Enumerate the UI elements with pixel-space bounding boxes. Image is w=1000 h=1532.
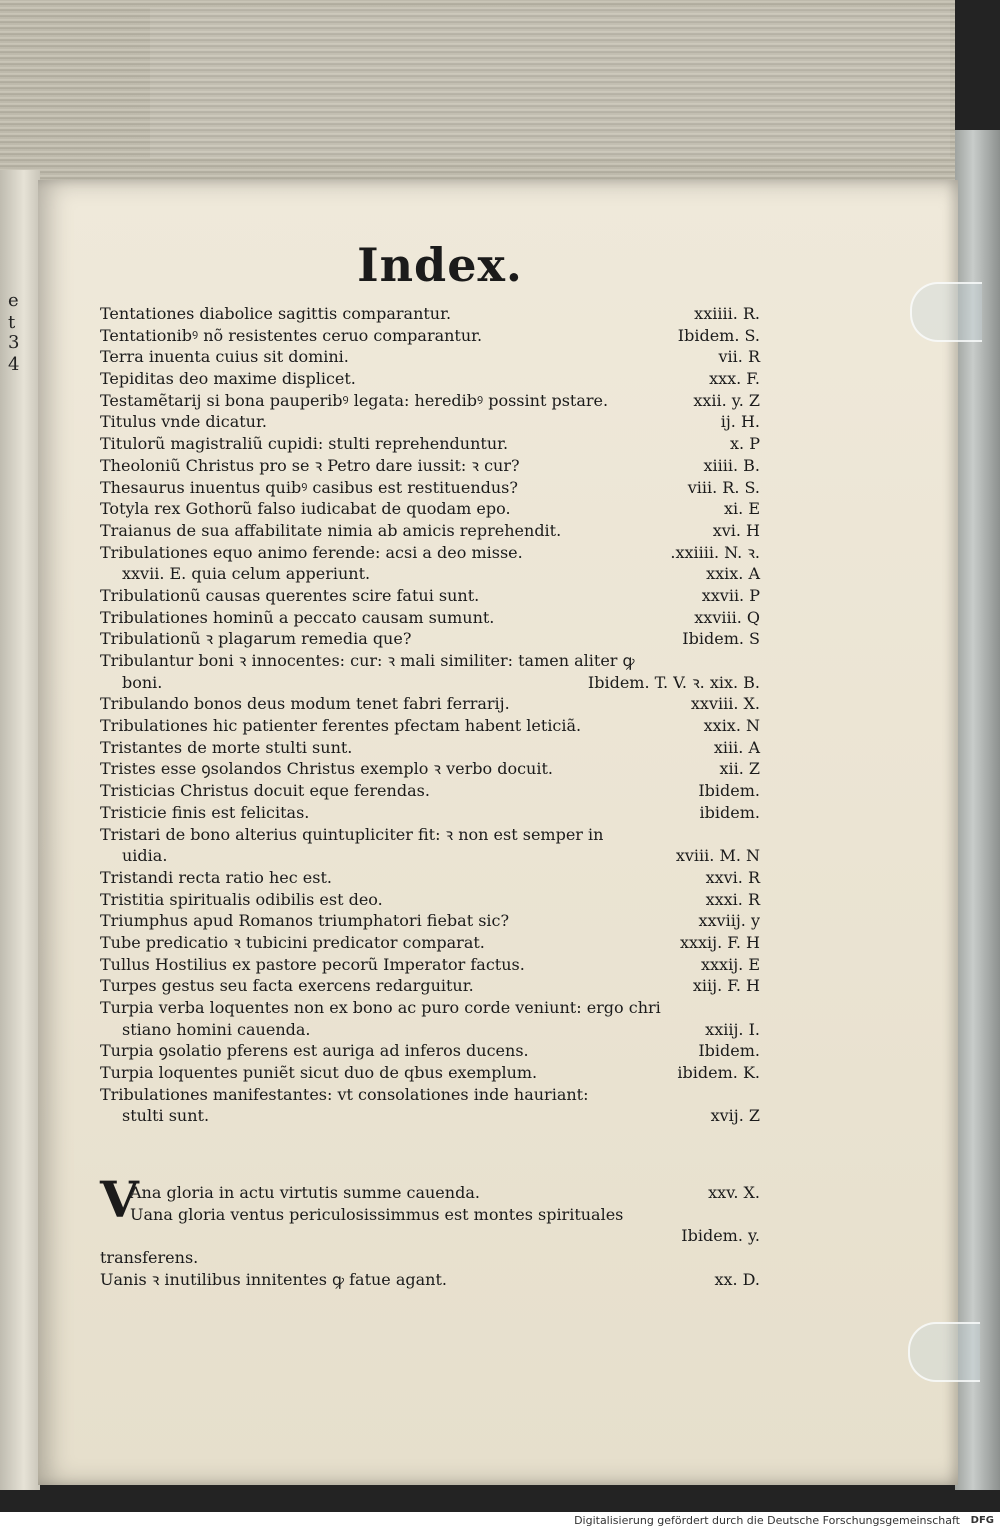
index-entry — [100, 954, 760, 976]
index-entry — [100, 802, 760, 824]
index-entry — [100, 975, 760, 997]
index-entry — [100, 1247, 760, 1269]
left-page-edge — [0, 170, 40, 1490]
entry-reference: xxix. N — [703, 716, 760, 736]
entry-reference: xvi. H — [712, 520, 760, 540]
entry-reference: x. P — [730, 434, 760, 454]
entry-text: Tristicie finis est felicitas. — [100, 802, 310, 822]
book-fore-edge — [0, 0, 955, 192]
index-entry — [100, 737, 760, 759]
entry-reference: xxxi. R — [705, 889, 760, 909]
index-entry — [100, 346, 760, 368]
entry-reference: ij. H. — [720, 412, 760, 432]
index-entries — [100, 303, 760, 1127]
index-entry — [100, 455, 760, 477]
entry-reference: xxvi. R — [705, 867, 760, 887]
index-entry — [100, 390, 760, 412]
entry-reference: xii. Z — [719, 759, 760, 779]
entry-reference: Ibidem. S — [682, 629, 760, 649]
index-entry — [100, 758, 760, 780]
entry-reference: xxviii. X. — [690, 694, 760, 714]
entry-reference: viii. R. S. — [687, 477, 760, 497]
entry-reference: xxvii. P — [701, 585, 760, 605]
entry-text: stiano homini cauenda. — [122, 1019, 311, 1039]
entry-text: xxvii. E. quia celum apperiunt. — [122, 564, 371, 584]
entry-text: stulti sunt. — [122, 1106, 210, 1126]
entry-text: Testamẽtarij si bona pauperibꝰ legata: heredibꝰ possint pstare. — [100, 390, 609, 410]
entry-text: uidia. — [122, 846, 168, 866]
entry-reference: xxx. F. — [709, 369, 760, 389]
index-entry — [100, 585, 760, 607]
index-entry — [100, 520, 760, 542]
index-entry — [100, 368, 760, 390]
index-entry — [100, 563, 760, 585]
entry-text: Tepiditas deo maxime displicet. — [100, 369, 356, 389]
entry-reference: xx. D. — [714, 1269, 760, 1289]
index-entry — [100, 1182, 760, 1204]
entry-reference: xxxij. F. H — [679, 932, 760, 952]
index-entry — [100, 325, 760, 347]
entry-text: Tribulationes hominũ a peccato causam sumunt. — [100, 607, 495, 627]
entry-reference: xiii. A — [713, 737, 760, 757]
entry-text: Triumphus apud Romanos triumphatori fiebat sic? — [100, 911, 510, 931]
entry-text: Tribulationes equo animo ferende: acsi a deo misse. — [100, 542, 523, 562]
entry-text: Traianus de sua affabilitate nimia ab amicis reprehendit. — [100, 520, 562, 540]
entry-reference: Ibidem. — [698, 781, 760, 801]
index-entries-v — [100, 1182, 760, 1290]
entry-text: Tullus Hostilius ex pastore pecorũ Imperator factus. — [100, 954, 525, 974]
index-entry — [100, 1269, 760, 1291]
index-entry — [100, 672, 760, 694]
entry-text: transferens. — [100, 1248, 199, 1268]
entry-reference: xxv. X. — [708, 1183, 760, 1202]
entry-text: Tristitia spiritualis odibilis est deo. — [100, 889, 383, 909]
index-entry — [100, 780, 760, 802]
entry-reference: ibidem. K. — [677, 1063, 760, 1083]
entry-reference: xiij. F. H — [692, 976, 760, 996]
index-entry — [100, 411, 760, 433]
index-entry — [100, 867, 760, 889]
entry-reference: xxix. A — [706, 564, 760, 584]
entry-text: Tribulationes manifestantes: vt consolationes inde hauriant: — [100, 1084, 589, 1104]
index-entry — [100, 1105, 760, 1127]
initial-letter-v: V — [100, 1170, 139, 1229]
left-margin-mark: t — [8, 312, 16, 333]
entry-reference: xxxij. E — [701, 954, 760, 974]
footer-credit: Digitalisierung gefördert durch die Deutsche Forschungsgemeinschaft — [574, 1514, 960, 1527]
entry-text: Ana gloria in actu virtutis summe cauenda. — [130, 1183, 480, 1202]
entry-text: Tristicias Christus docuit eque ferendas. — [100, 781, 430, 801]
page-clip-bottom — [908, 1322, 980, 1382]
index-entry — [100, 932, 760, 954]
dfg-logo: DFG — [970, 1515, 994, 1526]
entry-text: Tristes esse ꝯsolandos Christus exemplo ꝛ verbo docuit. — [100, 759, 553, 779]
entry-reference: xxviij. y — [698, 911, 760, 931]
index-entry — [100, 715, 760, 737]
entry-reference: xi. E — [724, 499, 760, 519]
entry-text: Tribulationũ ꝛ plagarum remedia que? — [100, 629, 412, 649]
entry-text: Tribulantur boni ꝛ innocentes: cur: ꝛ mali similiter: tamen aliter ꝙ — [100, 651, 635, 670]
index-entry — [100, 1204, 760, 1226]
index-entry — [100, 542, 760, 564]
left-margin-mark: 3 — [8, 332, 20, 353]
entry-reference: xiiii. B. — [703, 455, 760, 475]
entry-text: Titulorũ magistraliũ cupidi: stulti reprehenduntur. — [100, 434, 509, 454]
index-entry — [100, 1040, 760, 1062]
entry-text: Uanis ꝛ inutilibus innitentes ꝙ fatue agant. — [100, 1269, 447, 1289]
entry-reference: xvij. Z — [710, 1106, 760, 1126]
index-entry — [100, 1062, 760, 1084]
entry-reference: .xxiiii. N. ꝛ. — [670, 542, 760, 562]
index-entry — [100, 693, 760, 715]
entry-text: Tristandi recta ratio hec est. — [100, 867, 332, 887]
entry-text: Turpes gestus seu facta exercens redarguitur. — [100, 976, 474, 996]
index-entry — [100, 824, 760, 846]
index-entry — [100, 1084, 760, 1106]
entry-text: Tentationes diabolice sagittis comparantur. — [100, 304, 452, 323]
entry-text: Tribulando bonos deus modum tenet fabri ferrarij. — [100, 694, 510, 714]
entry-text: Turpia ꝯsolatio pferens est auriga ad inferos ducens. — [100, 1041, 529, 1061]
index-entry — [100, 498, 760, 520]
page-clip-top — [910, 282, 982, 342]
entry-reference: Ibidem. S. — [677, 325, 760, 345]
index-entry — [100, 628, 760, 650]
index-entry — [100, 889, 760, 911]
entry-reference: vii. R — [718, 347, 760, 367]
entry-reference: Ibidem. — [698, 1041, 760, 1061]
entry-reference: ibidem. — [699, 802, 760, 822]
entry-text: Titulus vnde dicatur. — [100, 412, 267, 432]
index-entry — [100, 433, 760, 455]
entry-text: Turpia verba loquentes non ex bono ac puro corde veniunt: ergo chri — [100, 998, 661, 1017]
entry-reference: xviii. M. N — [675, 846, 760, 866]
entry-text: boni. — [122, 672, 163, 692]
index-entry — [100, 1019, 760, 1041]
entry-text: Turpia loquentes puniẽt sicut duo de qbus exemplum. — [100, 1063, 538, 1083]
entry-text: Totyla rex Gothorũ falso iudicabat de quodam epo. — [100, 499, 511, 519]
entry-text: Thesaurus inuentus quibꝰ casibus est restituendus? — [100, 477, 518, 497]
entry-text: Uana gloria ventus periculosissimmus est montes spirituales — [130, 1204, 624, 1224]
index-entry — [100, 997, 760, 1019]
entry-text: Tribulationũ causas querentes scire fatui sunt. — [100, 585, 480, 605]
left-margin-mark: e — [8, 290, 19, 311]
index-entry — [100, 650, 760, 672]
index-entry — [100, 910, 760, 932]
left-margin-mark: 4 — [8, 354, 20, 375]
entry-reference: xxii. y. Z — [693, 390, 760, 410]
entry-reference: Ibidem. T. V. ꝛ. xix. B. — [587, 672, 760, 692]
entry-text: Tribulationes hic patienter ferentes pfectam habent leticiã. — [100, 716, 582, 736]
page-heading: Index. — [357, 238, 523, 292]
entry-text: Tristari de bono alterius quintupliciter fit: ꝛ non est semper in — [100, 824, 604, 844]
index-entry — [100, 303, 760, 325]
index-entry — [100, 607, 760, 629]
index-entry — [100, 477, 760, 499]
entry-text: Tube predicatio ꝛ tubicini predicator comparat. — [100, 932, 485, 952]
entry-text: Theoloniũ Christus pro se ꝛ Petro dare iussit: ꝛ cur? — [100, 455, 520, 475]
entry-text: Tentationibꝰ nõ resistentes ceruo comparantur. — [100, 325, 483, 345]
entry-reference: xxiiii. R. — [694, 304, 760, 323]
footer-bar — [0, 1512, 1000, 1532]
index-entry — [100, 1225, 760, 1247]
entry-text: Tristantes de morte stulti sunt. — [100, 737, 353, 757]
index-entry — [100, 845, 760, 867]
entry-reference: xxiij. I. — [705, 1019, 760, 1039]
entry-reference: Ibidem. y. — [681, 1226, 760, 1246]
entry-reference: xxviii. Q — [694, 607, 760, 627]
entry-text: Terra inuenta cuius sit domini. — [100, 347, 349, 367]
